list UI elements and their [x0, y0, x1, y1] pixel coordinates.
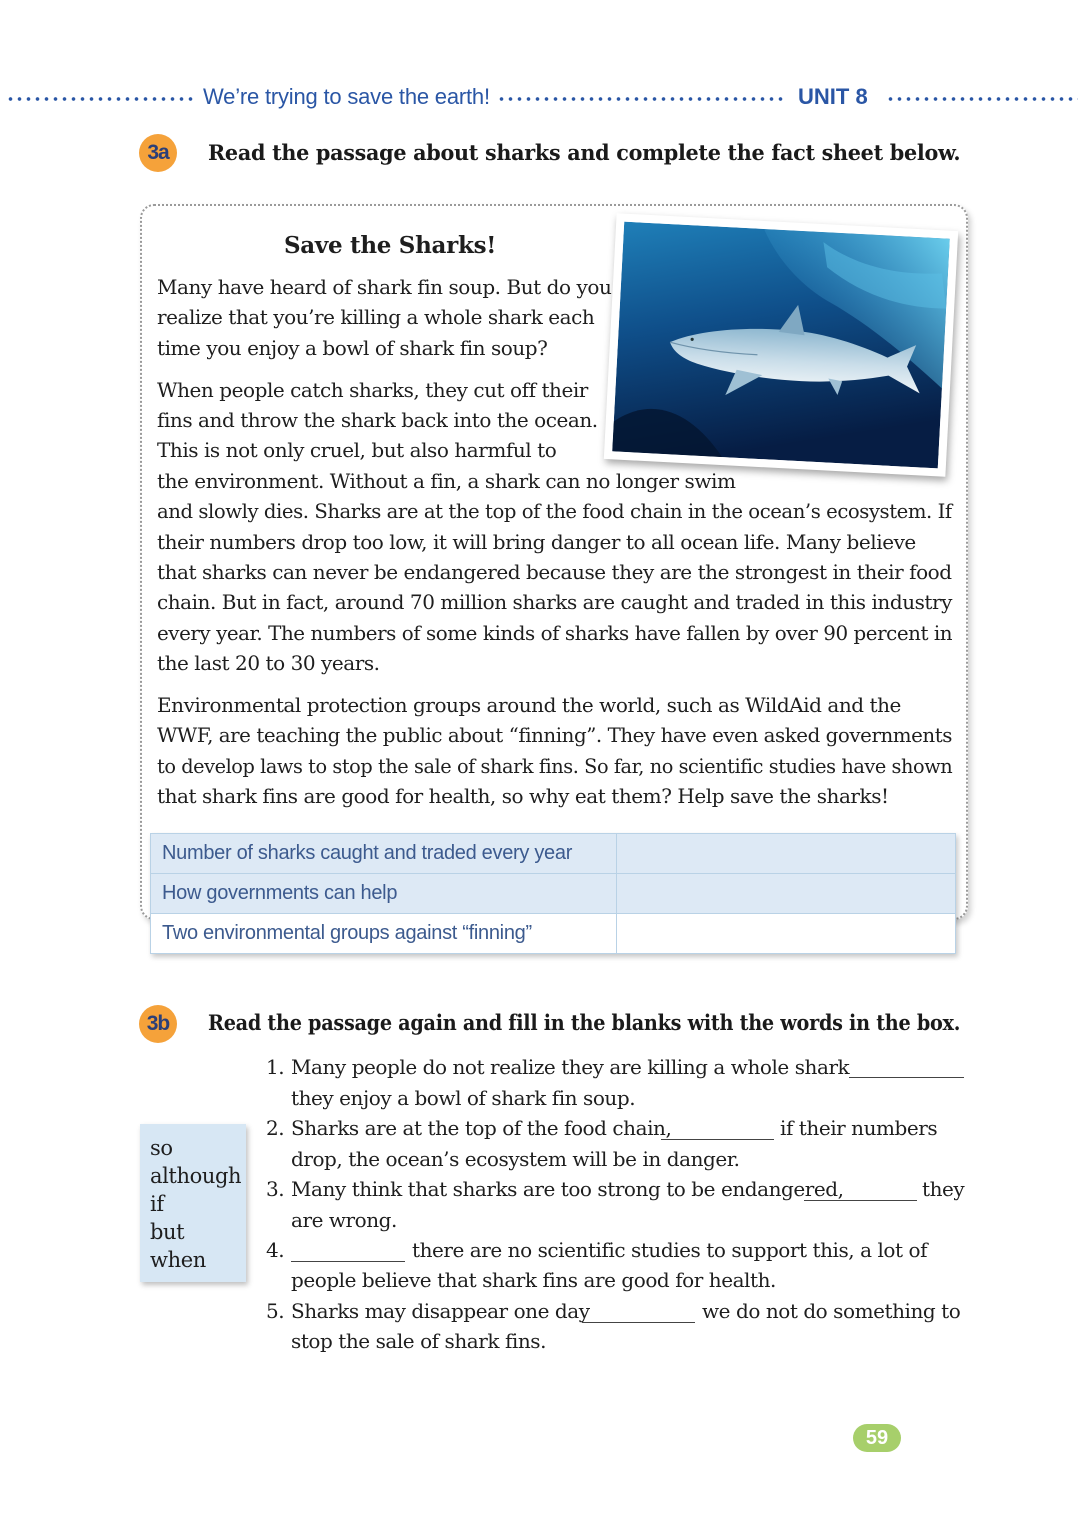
answer-blank[interactable]: [849, 1077, 964, 1078]
passage-line: time you enjoy a bowl of shark fin soup?: [157, 336, 548, 360]
question-text: drop, the ocean’s ecosystem will be in danger.: [291, 1147, 740, 1171]
question-text: Sharks may disappear one day: [291, 1299, 590, 1323]
passage-line: fins and throw the shark back into the ocean.: [157, 408, 598, 432]
passage-line: and slowly dies. Sharks are at the top of the food chain in the ocean’s ecosystem. If: [157, 499, 952, 523]
passage-line: the environment. Without a fin, a shark can no longer swim: [157, 469, 736, 493]
passage-line: WWF, are teaching the public about “finning”. They have even asked governments: [157, 723, 952, 747]
question-text: Many think that sharks are too strong to be endangered,: [291, 1177, 844, 1201]
running-header: [0, 84, 1080, 112]
question-text: people believe that shark fins are good for health.: [291, 1268, 776, 1292]
question-text: they enjoy a bowl of shark fin soup.: [291, 1086, 636, 1110]
shark-illustration: [612, 222, 950, 469]
question-text: if their numbers: [780, 1116, 938, 1140]
passage-line: every year. The numbers of some kinds of sharks have fallen by over 90 percent in: [157, 621, 953, 645]
question-text: Sharks are at the top of the food chain,: [291, 1116, 672, 1140]
fact-sheet-table: [150, 833, 956, 954]
question-text: stop the sale of shark fins.: [291, 1329, 546, 1353]
fact-answer-cell[interactable]: [617, 914, 956, 954]
question-number: 1.: [266, 1055, 285, 1079]
answer-blank[interactable]: [661, 1139, 774, 1140]
word-option: if: [150, 1192, 164, 1216]
question-number: 5.: [266, 1299, 285, 1323]
instruction-3a: Read the passage about sharks and complete the fact sheet below.: [208, 140, 961, 165]
table-row: [151, 834, 956, 874]
page-number: 59: [853, 1424, 901, 1452]
header-dots-middle: [497, 96, 787, 102]
word-box: [140, 1124, 246, 1282]
header-unit: UNIT 8: [798, 84, 868, 109]
fact-label: Two environmental groups against “finning”: [151, 914, 617, 954]
activity-badge-3a: 3a: [139, 134, 177, 172]
header-title: We’re trying to save the earth!: [203, 84, 490, 109]
question-text: they: [922, 1177, 965, 1201]
word-option: although: [150, 1164, 242, 1188]
shark-photo: [604, 213, 958, 477]
fact-label: Number of sharks caught and traded every year: [151, 834, 617, 874]
passage-line: This is not only cruel, but also harmful to: [157, 438, 557, 462]
table-row: [151, 914, 956, 954]
passage-line: that shark fins are good for health, so why eat them? Help save the sharks!: [157, 784, 889, 808]
question-text: are wrong.: [291, 1208, 397, 1232]
question-number: 2.: [266, 1116, 285, 1140]
question-number: 4.: [266, 1238, 285, 1262]
passage-title: Save the Sharks!: [284, 232, 497, 259]
instruction-3b: Read the passage again and fill in the blanks with the words in the box.: [208, 1010, 961, 1035]
passage-line: realize that you’re killing a whole shark each: [157, 305, 595, 329]
question-text: we do not do something to: [702, 1299, 961, 1323]
header-dots-right: [886, 96, 1078, 102]
passage-line: chain. But in fact, around 70 million sharks are caught and traded in this industry: [157, 590, 952, 614]
answer-blank[interactable]: [291, 1261, 405, 1262]
word-option: but: [150, 1220, 185, 1244]
activity-badge-3b: 3b: [139, 1005, 177, 1043]
question-number: 3.: [266, 1177, 285, 1201]
passage-line: the last 20 to 30 years.: [157, 651, 380, 675]
passage-line: to develop laws to stop the sale of shark fins. So far, no scientific studies have shown: [157, 754, 953, 778]
passage-line: When people catch sharks, they cut off their: [157, 378, 588, 402]
fact-label: How governments can help: [151, 874, 617, 914]
question-text: there are no scientific studies to support this, a lot of: [412, 1238, 928, 1262]
passage-line: that sharks can never be endangered because they are the strongest in their food: [157, 560, 952, 584]
table-row: [151, 874, 956, 914]
question-text: Many people do not realize they are killing a whole shark: [291, 1055, 850, 1079]
answer-blank[interactable]: [582, 1322, 695, 1323]
header-dots-left: [6, 96, 196, 102]
word-option: when: [150, 1248, 206, 1272]
word-option: so: [150, 1136, 173, 1160]
passage-line: Environmental protection groups around the world, such as WildAid and the: [157, 693, 901, 717]
passage-line: Many have heard of shark fin soup. But do you: [157, 275, 612, 299]
fact-answer-cell[interactable]: [617, 874, 956, 914]
fact-answer-cell[interactable]: [617, 834, 956, 874]
answer-blank[interactable]: [804, 1200, 917, 1201]
passage-line: their numbers drop too low, it will bring danger to all ocean life. Many believe: [157, 530, 916, 554]
